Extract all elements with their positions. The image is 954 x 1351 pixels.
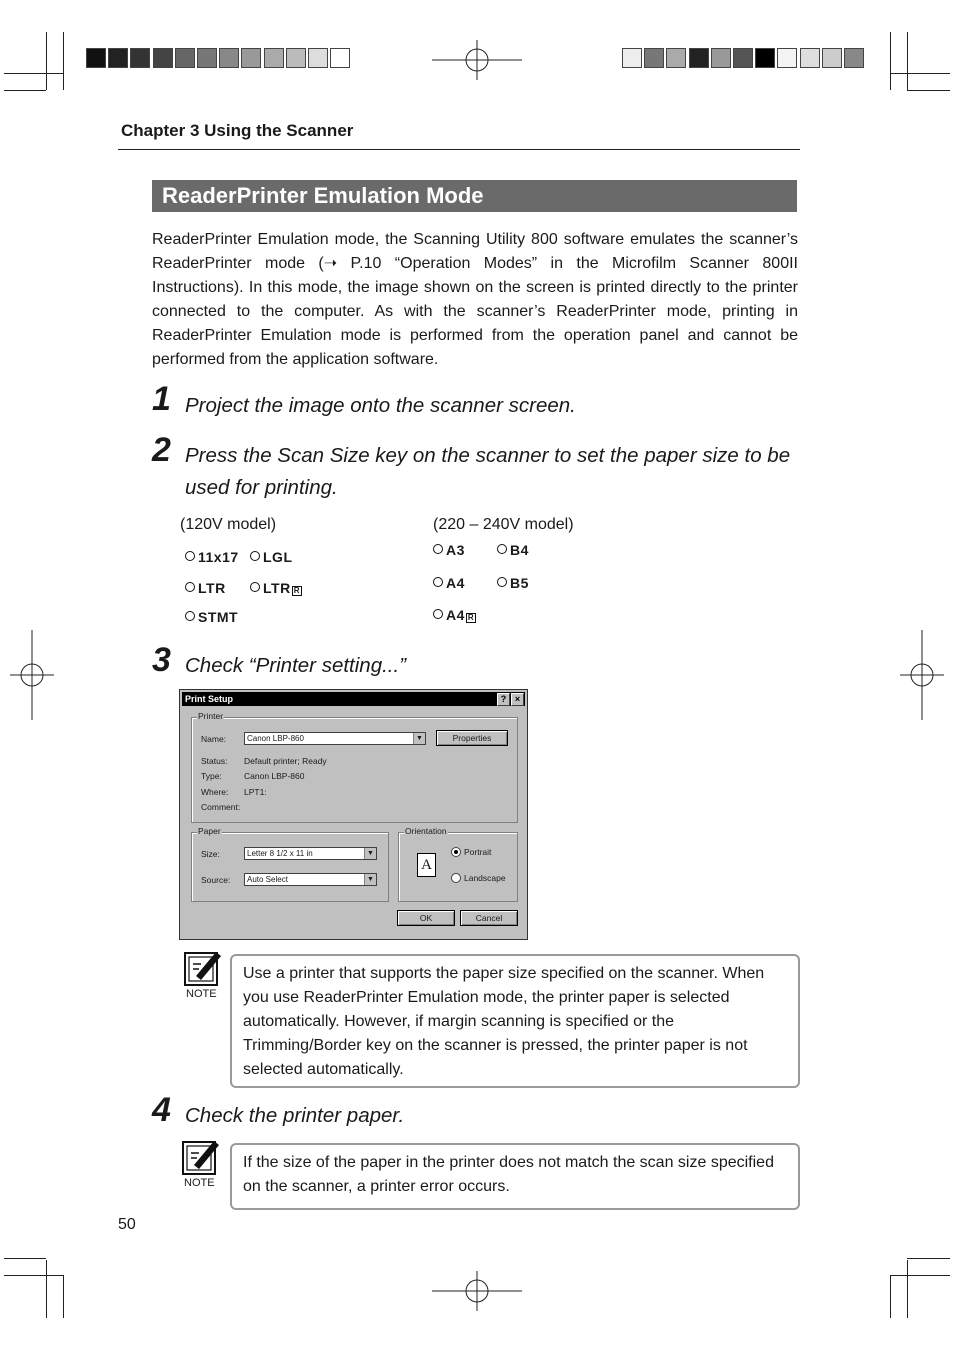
color-swatch [711, 48, 731, 68]
color-swatch [308, 48, 328, 68]
crop-mark [46, 1260, 47, 1318]
step-text: Press the Scan Size key on the scanner to set the paper size to be used for printing. [185, 444, 791, 499]
close-button[interactable]: × [511, 693, 524, 706]
color-swatch [286, 48, 306, 68]
properties-button[interactable]: Properties [436, 730, 508, 746]
name-label: Name: [201, 734, 227, 744]
where-label: Where: [201, 787, 229, 797]
size-label: Size: [201, 849, 220, 859]
rotated-mark: R [293, 586, 300, 595]
registration-mark [900, 630, 944, 720]
rotated-mark: R [467, 613, 475, 622]
color-swatch [822, 48, 842, 68]
portrait-radio[interactable] [451, 847, 461, 857]
crop-mark [907, 1258, 950, 1259]
color-swatch [777, 48, 797, 68]
color-swatch [844, 48, 864, 68]
paper-size-value: Letter 8 1/2 x 11 in [247, 849, 313, 858]
step-number: 1 [152, 380, 171, 418]
paper-source-value: Auto Select [247, 875, 288, 884]
size-option: B4 [497, 542, 529, 558]
crop-mark [907, 32, 908, 90]
color-swatch [689, 48, 709, 68]
model-heading: (120V model) [180, 516, 277, 533]
color-swatch [197, 48, 217, 68]
crop-mark [63, 32, 64, 90]
color-swatch [800, 48, 820, 68]
step-text: Project the image onto the scanner screen. [185, 394, 576, 417]
color-swatch [755, 48, 775, 68]
color-swatch [264, 48, 284, 68]
paper-group [191, 826, 389, 902]
orientation-group-label: Orientation [405, 826, 447, 836]
note-icon [184, 948, 222, 988]
registration-mark [432, 1271, 522, 1311]
crop-mark [63, 1275, 64, 1318]
section-title: ReaderPrinter Emulation Mode [152, 180, 797, 212]
step-number: 3 [152, 641, 171, 679]
size-option: LTR R [250, 580, 302, 596]
orientation-page-icon: A [417, 853, 436, 877]
step-number: 2 [152, 431, 171, 469]
type-value: Canon LBP-860 [244, 771, 305, 781]
header-rule [118, 149, 800, 150]
size-option: A3 [433, 542, 465, 558]
size-option: LGL [250, 549, 293, 565]
size-option: A4 R [433, 607, 476, 623]
size-option: STMT [185, 609, 238, 625]
orientation-group [398, 826, 518, 902]
landscape-label: Landscape [464, 873, 506, 883]
chevron-down-icon: ▼ [413, 733, 425, 744]
crop-mark [4, 1275, 63, 1276]
crop-mark [46, 32, 47, 90]
size-option: A4 [433, 575, 465, 591]
registration-mark [10, 630, 54, 720]
size-option: 11x17 [185, 549, 239, 565]
color-swatch [644, 48, 664, 68]
portrait-label: Portrait [464, 847, 492, 857]
landscape-radio[interactable] [451, 873, 461, 883]
model-heading: (220 – 240V model) [433, 516, 574, 533]
chevron-down-icon: ▼ [364, 874, 376, 885]
note-box: If the size of the paper in the printer does not match the scan size specified on the scanner, a printer error occurs. [230, 1143, 800, 1210]
paper-group-label: Paper [198, 826, 221, 836]
chapter-heading: Chapter 3 Using the Scanner [121, 121, 354, 140]
where-value: LPT1: [244, 787, 267, 797]
ok-button[interactable]: OK [397, 910, 455, 926]
note-icon [182, 1137, 220, 1177]
note-label: NOTE [184, 1177, 215, 1189]
size-option: LTR [185, 580, 226, 596]
registration-mark [432, 40, 522, 80]
size-option: B5 [497, 575, 529, 591]
color-swatch [130, 48, 150, 68]
note-label: NOTE [186, 988, 217, 1000]
intro-paragraph: ReaderPrinter Emulation mode, the Scanning Utility 800 software emulates the scanner’s ReaderPrinter mode (➝ P.10 “Operation Modes” in the Microfilm Scanner 800II Instructions). In this mode, the image shown on the screen is printed directly to the printer connected to the computer. As with the scanner’s ReaderPrinter mode, printing in ReaderPrinter Emulation mode is performed from the operation panel and cannot be performed from the application software. [152, 231, 798, 368]
color-swatch [153, 48, 173, 68]
status-value: Default printer; Ready [244, 756, 327, 766]
color-swatch [622, 48, 642, 68]
dialog-title: Print Setup [185, 694, 234, 704]
color-swatch [733, 48, 753, 68]
color-swatch [175, 48, 195, 68]
comment-label: Comment: [201, 802, 241, 812]
printer-group-label: Printer [198, 711, 224, 721]
paper-size-select[interactable] [244, 847, 377, 860]
chevron-down-icon: ▼ [364, 848, 376, 859]
dialog-title-bar [182, 692, 525, 706]
note-box: Use a printer that supports the paper size specified on the scanner. When you use ReaderPrinter Emulation mode, the printer paper is selected automatically. However, if margin scanning is specified or the Trimming/Border key on the scanner is pressed, the printer paper is not selected automatically. [230, 954, 800, 1088]
color-swatch [86, 48, 106, 68]
crop-mark [907, 1260, 908, 1318]
crop-mark [890, 1275, 891, 1318]
color-swatch [219, 48, 239, 68]
page-number: 50 [118, 1216, 136, 1233]
print-setup-dialog [179, 689, 528, 940]
paper-source-select[interactable] [244, 873, 377, 886]
color-swatch [330, 48, 350, 68]
cancel-button[interactable]: Cancel [460, 910, 518, 926]
crop-mark [890, 32, 891, 90]
crop-mark [4, 90, 46, 91]
printer-name-select[interactable] [244, 732, 426, 745]
crop-mark [4, 73, 63, 74]
step-text: Check the printer paper. [185, 1104, 405, 1127]
status-label: Status: [201, 756, 228, 766]
crop-mark [907, 90, 950, 91]
crop-mark [4, 1258, 46, 1259]
step-number: 4 [152, 1091, 171, 1129]
help-button[interactable]: ? [497, 693, 510, 706]
color-swatch [241, 48, 261, 68]
crop-mark [890, 1275, 950, 1276]
crop-mark [890, 73, 950, 74]
color-swatch [666, 48, 686, 68]
type-label: Type: [201, 771, 222, 781]
source-label: Source: [201, 875, 231, 885]
step-text: Check “Printer setting...” [185, 654, 407, 677]
printer-name-value: Canon LBP-860 [247, 734, 304, 743]
color-swatch [108, 48, 128, 68]
